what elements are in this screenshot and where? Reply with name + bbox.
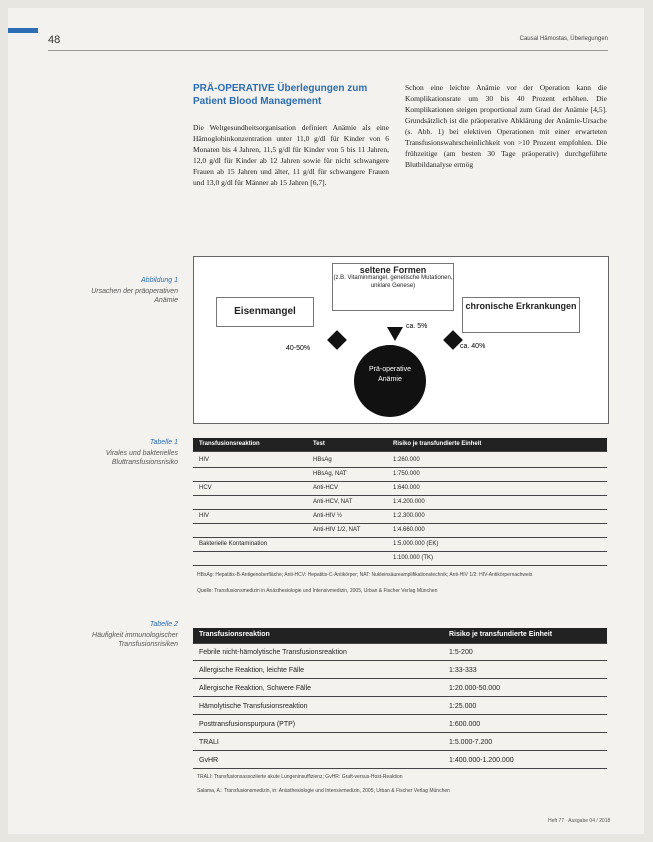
table2-header-row xyxy=(193,628,607,644)
table-cell: 1:640.000 xyxy=(393,485,420,491)
page xyxy=(8,8,644,834)
table-cell: Anti-HIV ½ xyxy=(313,513,343,519)
table1-label: Tabelle 1 xyxy=(149,439,178,446)
figure1-diagram xyxy=(193,256,609,424)
table-row xyxy=(193,482,607,496)
table-cell: 1:2.300.000 xyxy=(393,513,425,519)
table-row xyxy=(193,552,607,566)
seltene-box xyxy=(332,263,454,311)
table-cell: Febrile nicht-hämolytische Transfusionsreaktion xyxy=(199,649,347,656)
figure1-caption: Ursachen der präoperativen Anämie xyxy=(91,288,178,304)
table-cell: Allergische Reaktion, Schwere Fälle xyxy=(199,685,312,692)
table1-header-row xyxy=(193,438,607,452)
table-row xyxy=(193,468,607,482)
table2-note: TRALI: Transfusionsassoziierte akute Lungeninsuffizienz; GvHR: Graft-versus-Host-Reaktion xyxy=(197,774,403,780)
table2-source: Salama, A.: Transfusionsmedizin, in: Anästhesiologie und Intensivmedizin, 2005, Urban & Fischer Verlag München xyxy=(197,788,450,794)
article-heading: PRÄ-OPERATIVE Überlegungen zum Patient Blood Management xyxy=(193,83,368,107)
table-cell: HIV xyxy=(199,457,210,463)
table-cell: 1:400.000-1.200.000 xyxy=(449,757,514,764)
right-column-text: Schon eine leichte Anämie vor der Operation kann die Komplikationsrate um 30 bis 40 Prozent erhöhen. Die Komplikationen steigen proportional zum Grad der Anämie [4,5]. Grundsätzlich ist die präoperative Abklärung der Anämie-Ursache (s. Abb. 1) bei elektiven Operationen mit einer erwarteten Transfusionswahrscheinlichkeit von >10 Prozent empfohlen. Die frühzeitige (am besten 30 Tage präoperativ) durchgeführte Blutbildanalyse ermög xyxy=(405,83,607,169)
table-cell: HBsAg xyxy=(313,457,332,463)
table1-header-cell: Transfusionsreaktion xyxy=(199,441,260,447)
seltene-title: seltene Formen xyxy=(359,265,427,275)
table2-caption: Häufigkeit immunologischer Transfusionsrisiken xyxy=(92,632,178,648)
table-cell: 1:33-333 xyxy=(449,667,477,674)
eisenmangel-box: Eisenmangel xyxy=(216,297,314,327)
table-cell: 1:4.200.000 xyxy=(393,499,425,505)
table-cell: HCV xyxy=(199,485,212,491)
arrow-down xyxy=(387,327,403,341)
table-row xyxy=(193,538,607,552)
chronisch-box: chronische Erkrankungen xyxy=(462,297,580,333)
table-cell: Posttransfusionspurpura (PTP) xyxy=(199,721,296,728)
page-number: 48 xyxy=(48,34,61,46)
table1-header-cell: Risiko je transfundierte Einheit xyxy=(393,441,482,447)
table-cell: 1:5-200 xyxy=(449,649,473,656)
figure1-label: Abbildung 1 xyxy=(141,277,178,284)
table-cell: Allergische Reaktion, leichte Fälle xyxy=(199,667,305,674)
table-row xyxy=(193,496,607,510)
table-cell: 1:5.000-7.200 xyxy=(449,739,493,746)
blue-tab-marker xyxy=(8,28,38,33)
table-row xyxy=(193,718,607,733)
table-row xyxy=(193,454,607,468)
table-cell: GvHR xyxy=(199,757,219,764)
table1-header-cell: Test xyxy=(313,441,325,447)
running-title: Causal Hämostas, Überlegungen xyxy=(519,36,608,42)
table2-label: Tabelle 2 xyxy=(149,621,178,628)
pct-eisen: 40-50% xyxy=(286,345,311,352)
table-cell: Hämolytische Transfusionsreaktion xyxy=(199,703,308,710)
table-cell: 1:25.000 xyxy=(449,703,477,710)
table1-source: Quelle: Transfusionsmedizin in Anästhesiologie und Intensivmedizin, 2005, Urban & Fischer Verlag München xyxy=(197,588,438,594)
center-label: Prä-operative Anämie xyxy=(368,366,412,383)
table-cell: HBsAg, NAT xyxy=(313,471,347,477)
table-cell: Anti-HCV xyxy=(313,485,339,491)
table-cell: TRALI xyxy=(199,739,219,746)
table-cell: Anti-HCV, NAT xyxy=(313,499,353,505)
table-cell: 1:4.660.000 xyxy=(393,527,425,533)
table-cell: 1:20.000-50.000 xyxy=(449,685,500,692)
table-cell: 1:750.000 xyxy=(393,471,420,477)
table-row xyxy=(193,664,607,679)
header-rule xyxy=(48,50,608,51)
table-cell: 1:5.000.000 (EK) xyxy=(393,541,439,547)
arrow-left xyxy=(327,330,347,350)
table-row xyxy=(193,524,607,538)
table-cell: 1:600.000 xyxy=(449,721,481,728)
table1-note: HBsAg: Hepatitis-B-Antigenoberfläche; Anti-HCV: Hepatitis-C-Antikörper; NAT: Nukleinsäureamplifikationstechnik; Anti-HIV 1/2: HIV-Antikörpernachweis xyxy=(197,572,533,578)
table-row xyxy=(193,646,607,661)
table-cell: 1:100.000 (TK) xyxy=(393,555,434,561)
left-column-text: Die Weltgesundheitsorganisation definiert Anämie als eine Hämoglobinkonzentration unter 11,0 g/dl für Kinder von 6 Monaten bis 4 Jahren, 11,5 g/dl für Kinder von 5 bis 11 Jahren, 12,0 g/dl für Kinder ab 12 Jahren sowie für nicht schwangere Frauen ab 15 Jahren und älter, 11 g/dl für schwangere Frauen und 13,0 g/dl für Männer ab 15 Jahren [6,7]. xyxy=(193,123,389,187)
table-row xyxy=(193,682,607,697)
table-cell: HIV xyxy=(199,513,210,519)
table1-sidebar xyxy=(68,438,178,467)
table-cell: Bakterielle Kontamination xyxy=(199,541,268,547)
pct-chronisch: ca. 40% xyxy=(460,343,486,350)
seltene-subtitle: (z.B. Vitaminmangel, genetische Mutationen, unklare Genese) xyxy=(333,275,453,289)
table2-header-cell: Risiko je transfundierte Einheit xyxy=(449,631,553,638)
table2-sidebar xyxy=(68,620,178,649)
table-row xyxy=(193,754,607,769)
page-header xyxy=(48,34,608,50)
figure1-sidebar xyxy=(68,276,178,305)
table2-header-cell: Transfusionsreaktion xyxy=(199,631,270,638)
page-footer: Heft 77 · Ausgabe 04 / 2018 xyxy=(548,818,611,824)
anaemie-circle xyxy=(354,345,426,417)
table-row xyxy=(193,700,607,715)
table-row xyxy=(193,736,607,751)
pct-seltene: ca. 5% xyxy=(406,323,428,330)
table-cell: 1:260.000 xyxy=(393,457,420,463)
table1-caption: Virales und bakterielles Bluttransfusionsrisiko xyxy=(105,450,178,466)
table-row xyxy=(193,510,607,524)
table-cell: Anti-HIV 1/2, NAT xyxy=(313,527,361,533)
